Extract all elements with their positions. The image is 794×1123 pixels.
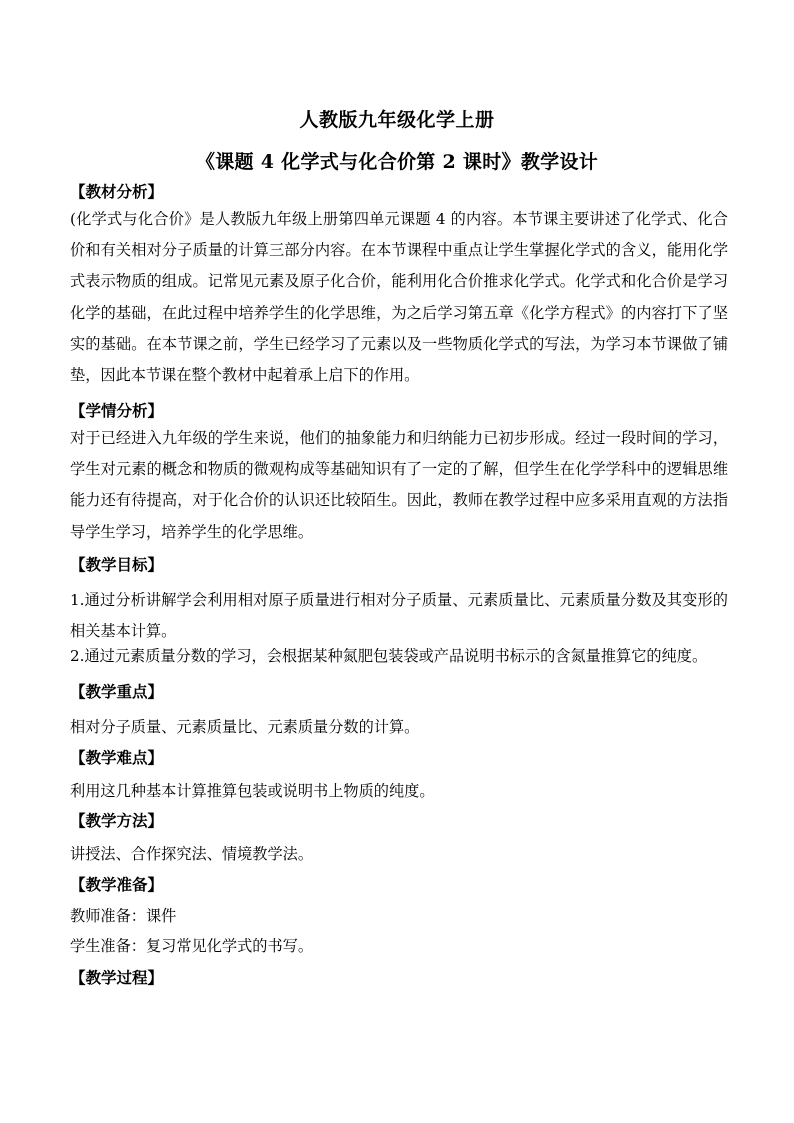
- methods-text: 讲授法、合作探究法、情境教学法。: [70, 845, 313, 863]
- paragraph-student-analysis: 对于已经进入九年级的学生来说，他们的抽象能力和归纳能力已初步形成。经过一段时间的学习，学生对元素的概念和物质的微观构成等基础知识有了一定的了解，但学生在化学学科中的逻辑思维能力还有待提高，对于化合价的认识还比较陌生。因此，教师在教学过程中应多采用直观的方法指导学生学习，培养学生的化学思维。: [70, 429, 728, 541]
- goal-item-1: 1.通过分析讲解学会利用相对原子质量进行相对分子质量、元素质量比、元素质量分数及其变形的相关基本计算。: [70, 591, 728, 641]
- heading-methods: 【教学方法】: [70, 812, 164, 830]
- difficulties-text: 利用这几种基本计算推算包装或说明书上物质的纯度。: [70, 782, 435, 800]
- goal-item-2: 2.通过元素质量分数的学习，会根据某种氮肥包装袋或产品说明书标示的含氮量推算它的纯度。: [70, 647, 708, 665]
- heading-teaching-process: 【教学过程】: [70, 969, 164, 987]
- document-title: 人教版九年级化学上册: [299, 109, 495, 131]
- heading-teaching-goals: 【教学目标】: [70, 556, 164, 574]
- heading-difficulties: 【教学难点】: [70, 749, 164, 767]
- key-points-text: 相对分子质量、元素质量比、元素质量分数的计算。: [70, 718, 420, 736]
- heading-student-analysis: 【学情分析】: [70, 402, 164, 420]
- heading-preparation: 【教学准备】: [70, 876, 164, 894]
- heading-material-analysis: 【教材分析】: [70, 183, 164, 201]
- preparation-student: 学生准备：复习常见化学式的书写。: [70, 937, 313, 955]
- document-subtitle: 《课题 4 化学式与化合价第 2 课时》教学设计: [195, 151, 599, 173]
- preparation-teacher: 教师准备：课件: [70, 907, 177, 925]
- paragraph-material-analysis: (化学式与化合价》是人教版九年级上册第四单元课题 4 的内容。本节课主要讲述了化学式、化合价和有关相对分子质量的计算三部分内容。在本节课程中重点让学生掌握化学式的含义，能用化学式表示物质的组成。记常见元素及原子化合价，能利用化合价推求化学式。化学式和化合价是学习化学的基础，在此过程中培养学生的化学思维，为之后学习第五章《化学方程式》的内容打下了坚实的基础。在本节课之前，学生已经学习了元素以及一些物质化学式的写法，为学习本节课做了铺垫，因此本节课在整个教材中起着承上启下的作用。: [70, 210, 728, 385]
- heading-key-points: 【教学重点】: [70, 683, 164, 701]
